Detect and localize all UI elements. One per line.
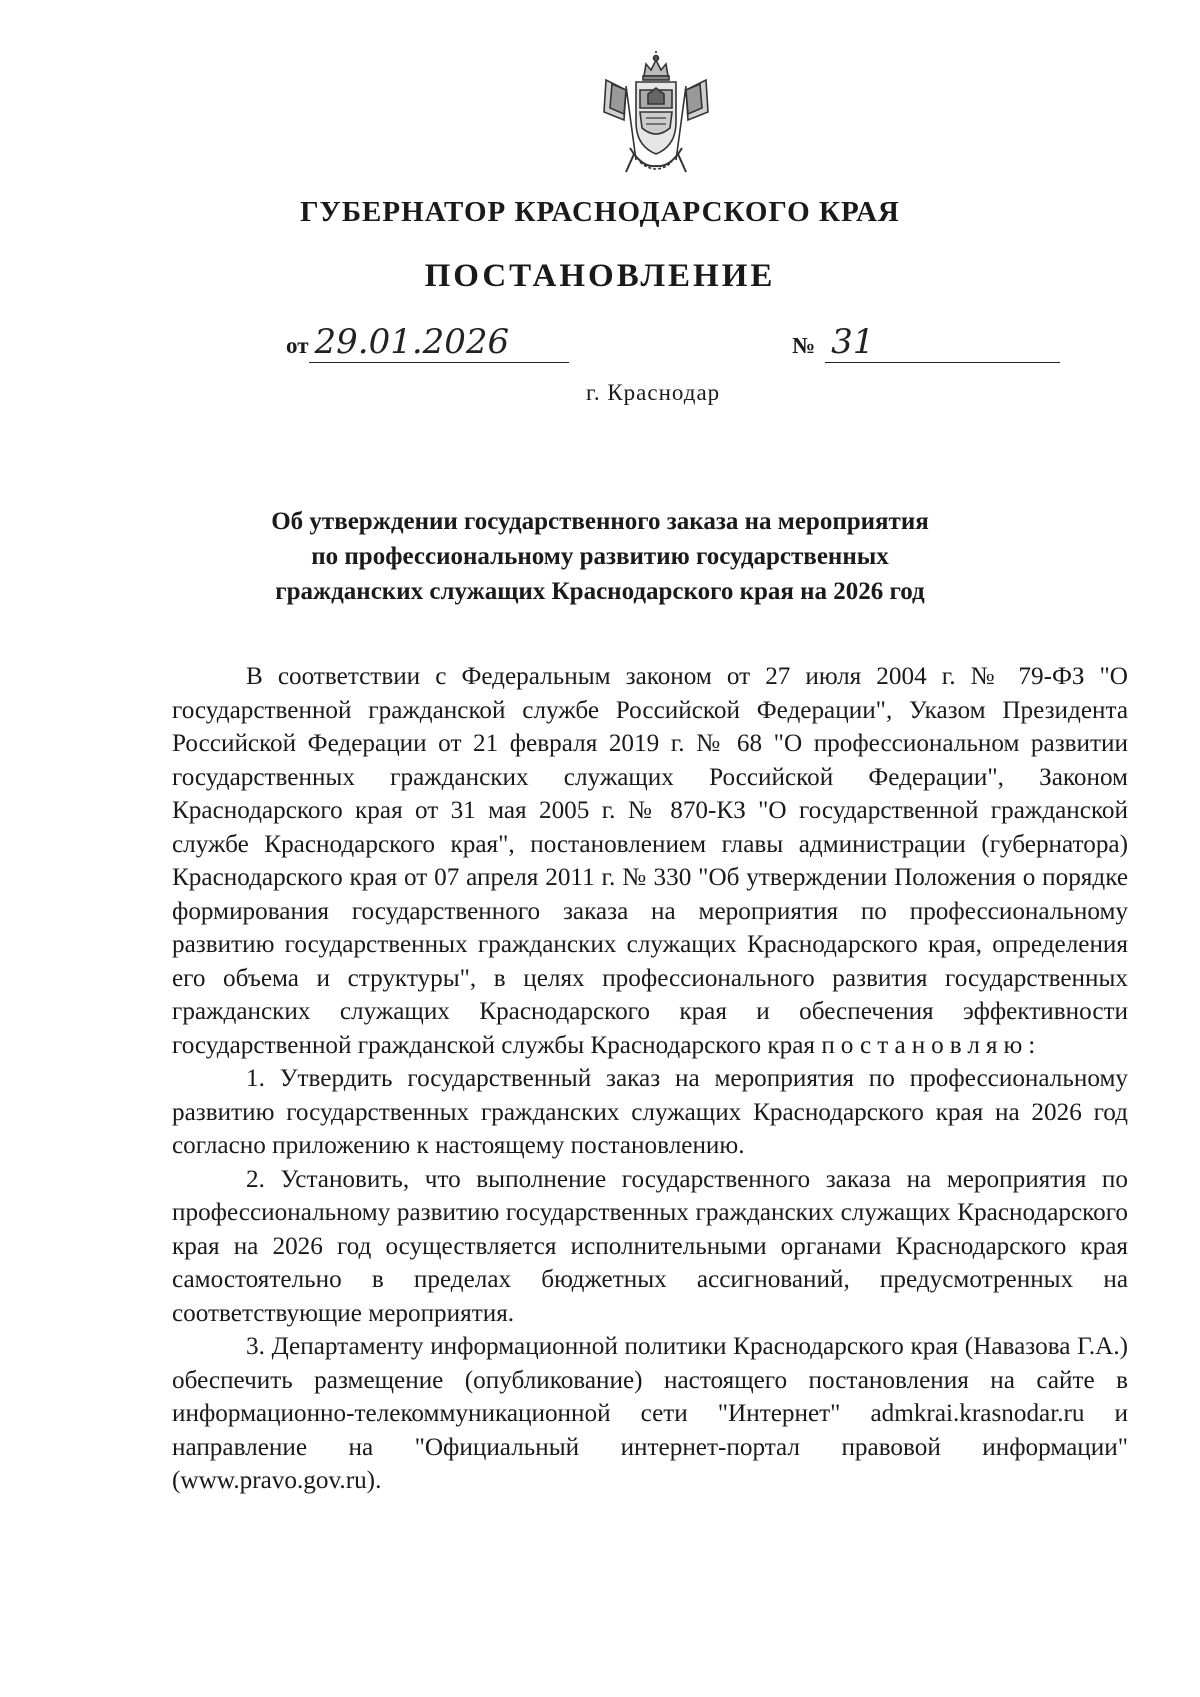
- date-field: [286, 322, 569, 363]
- preamble-paragraph: [172, 660, 1128, 1062]
- title-line: Об утверждении государственного заказа на мероприятия: [271, 508, 929, 535]
- item-paragraph-1: 1. Утвердить государственный заказ на мероприятия по профессиональному развитию государственных гражданских служащих Краснодарского края на 2026 год согласно приложению к настоящему постановлению.: [172, 1065, 1128, 1159]
- preamble-text: В соответствии с Федеральным законом от 27 июля 2004 г. № 79-ФЗ "О государственной гражданской службе Российской Федерации", Указом Президента Российской Федерации от 21 февраля 2019 г. № 68 "О профессиональном развитии государственных гражданских служащих Российской Федерации", Законом Краснодарского края от 31 мая 2005 г. № 870-КЗ "О государственной гражданской службе Краснодарского края", постановлением главы администрации (губернатора) Краснодарского края от 07 апреля 2011 г. № 330 "Об утверждении Положения о порядке формирования государственного заказа на мероприятия по профессиональному развитию государственных гражданских служащих Краснодарского края, определения его объема и структуры", в целях профессионального развития государственных гражданских служащих Краснодарского края и обеспечения эффективности государственной гражданской службы Краснодарского края: [172, 663, 1128, 1059]
- document-body: [172, 660, 1128, 1498]
- number-prefix: №: [792, 333, 816, 358]
- resolve-word: постановляю:: [821, 1031, 1042, 1059]
- city-line: г. Краснодар: [586, 380, 721, 405]
- document-type: ПОСТАНОВЛЕНИЕ: [424, 258, 776, 294]
- number-field: [792, 322, 1060, 363]
- number-handwritten: 31: [825, 322, 1060, 363]
- item-paragraph-2: 2. Установить, что выполнение государственного заказа на мероприятия по профессиональному развитию государственных гражданских служащих Краснодарского края на 2026 год осуществляется исполнительными органами Краснодарского края самостоятельно в пределах бюджетных ассигнований, предусмотренных на соответствующие мероприятия.: [172, 1165, 1128, 1327]
- item-paragraph-3: 3. Департаменту информационной политики Краснодарского края (Навазова Г.А.) обеспечить размещение (опубликование) настоящего постановления на сайте в информационно-телекоммуникационной сети "Интернет" admkrai.krasnodar.ru и направление на "Официальный интернет-портал правовой информации" (www.pravo.gov.ru).: [172, 1333, 1128, 1494]
- coat-of-arms-icon: [596, 50, 716, 180]
- date-handwritten: 29.01.2026: [309, 322, 569, 363]
- document-title: [200, 504, 1000, 609]
- title-line: гражданских служащих Краснодарского края на 2026 год: [275, 578, 925, 605]
- title-line: по профессиональному развитию государственных: [311, 543, 889, 570]
- issuing-authority: ГУБЕРНАТОР КРАСНОДАРСКОГО КРАЯ: [300, 196, 900, 228]
- date-prefix: от: [286, 333, 309, 358]
